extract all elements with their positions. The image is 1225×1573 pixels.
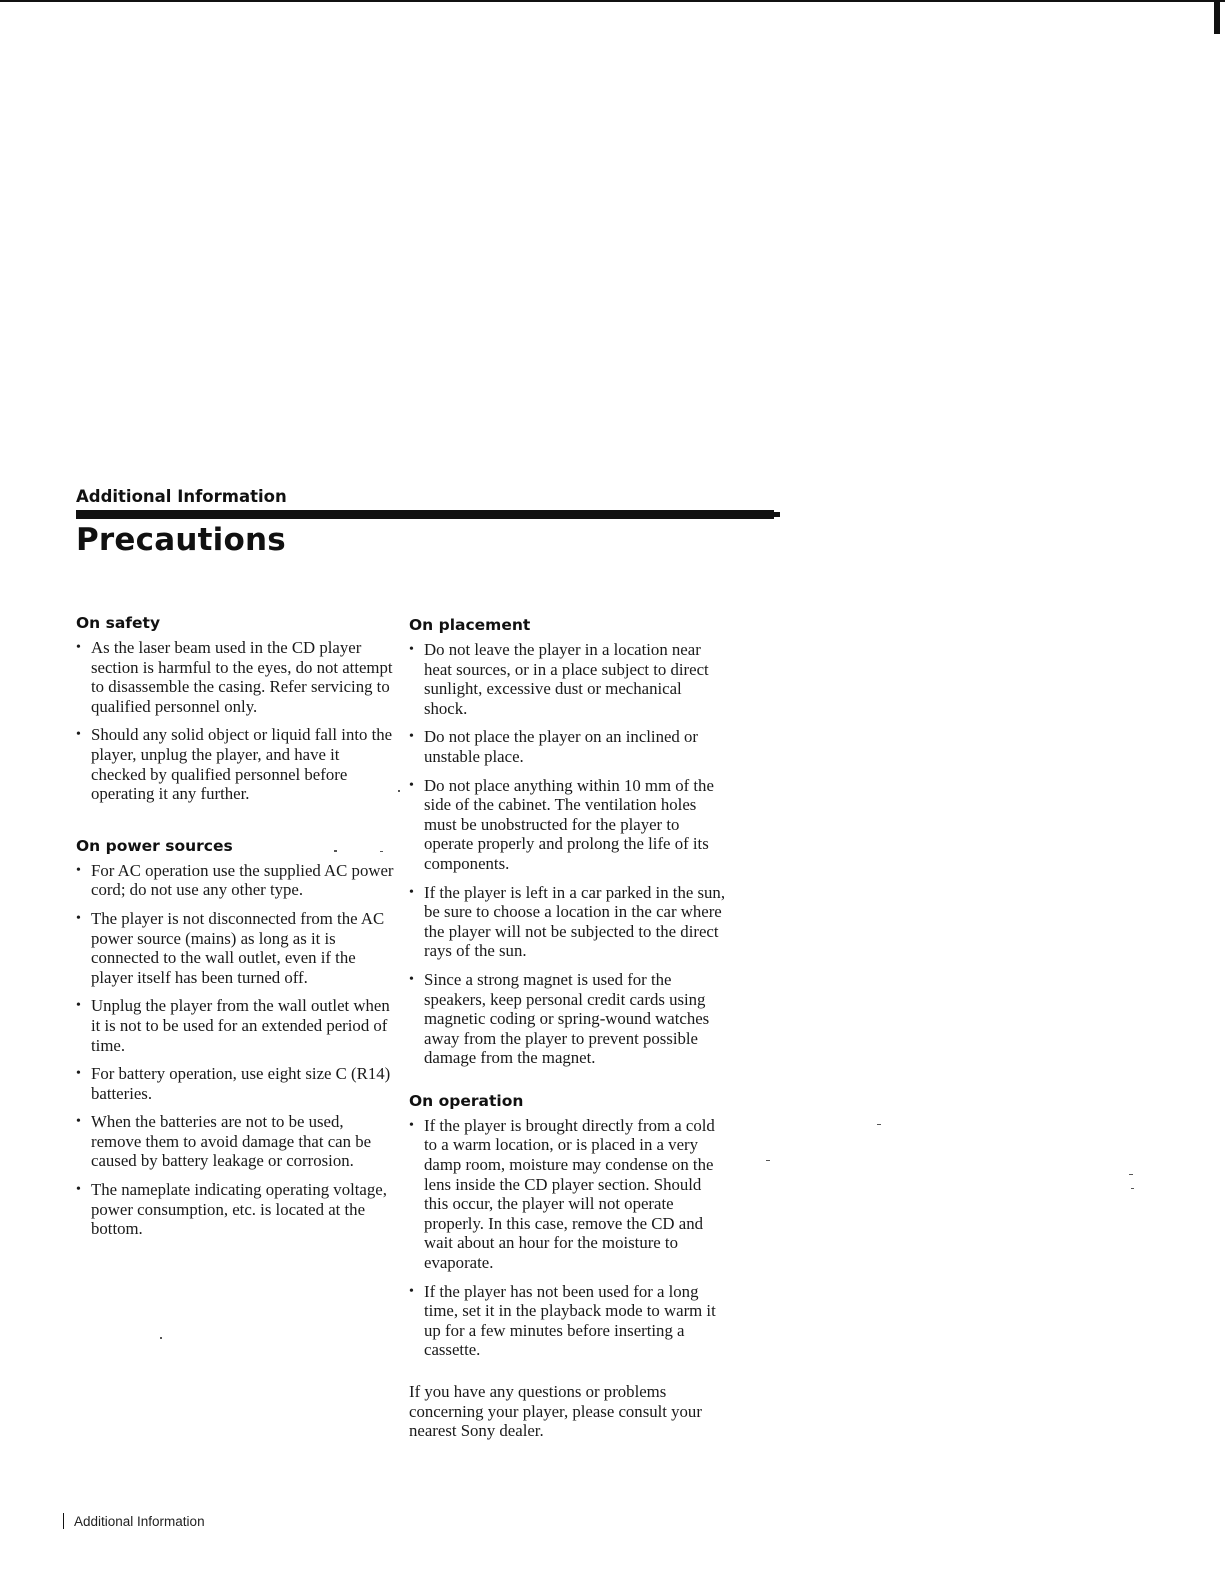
list-item: • Do not leave the player in a location near heat sources, or in a place subject to direct sunlight, excessive dust or mechanical shock. (409, 640, 709, 718)
page-title: Precautions (76, 522, 286, 558)
operation-list (409, 1116, 729, 1360)
bullet-icon: • (76, 862, 81, 878)
bullet-icon: • (409, 1117, 414, 1133)
bullet-icon: • (76, 998, 81, 1014)
list-item: • The player is not disconnected from the AC power source (mains) as long as it is connected to the wall outlet, even if the player itself has been turned off. (76, 908, 385, 987)
power-sources-section (76, 835, 396, 1239)
bullet-icon: • (409, 1283, 414, 1299)
power-sources-list (76, 861, 396, 1239)
bullet-icon: • (76, 1114, 81, 1130)
list-item: • If the player has not been used for a long time, set it in the playback mode to warm it up for a few minutes before inserting a cassette. (409, 1281, 716, 1360)
page-footer (63, 1513, 205, 1529)
header-rule (76, 510, 774, 519)
bullet-icon: • (76, 727, 81, 743)
list-item: • Since a strong magnet is used for the speakers, keep personal credit cards using magnetic coding or spring-wound watches away from the player to prevent possible damage from the magnet. (409, 969, 710, 1068)
scan-speck (766, 1160, 770, 1161)
bullet-icon: • (76, 640, 81, 655)
operation-heading: On operation (409, 1091, 524, 1110)
list-item: • Do not place the player on an inclined or unstable place. (409, 727, 698, 766)
bullet-icon: • (409, 971, 414, 987)
left-column (76, 612, 396, 1261)
list-item: • The nameplate indicating operating voltage, power consumption, etc. is located at the bottom. (76, 1180, 387, 1239)
right-column (409, 614, 729, 1441)
bullet-icon: • (409, 729, 414, 745)
placement-list (409, 640, 729, 1068)
section-label: Additional Information (76, 487, 287, 506)
placement-section (409, 614, 729, 1068)
scan-speck (1129, 1174, 1133, 1175)
scan-speck (380, 851, 383, 852)
bullet-icon: • (76, 1182, 81, 1198)
bullet-icon: • (409, 884, 414, 900)
scan-speck (334, 850, 337, 852)
scan-speck (160, 1337, 162, 1339)
bullet-icon: • (76, 910, 81, 926)
list-item: • For battery operation, use eight size C (R14) batteries. (76, 1064, 391, 1103)
bullet-icon: • (76, 1066, 81, 1082)
closing-note: If you have any questions or problems concerning your player, please consult your nearest Sony dealer. (409, 1382, 702, 1441)
list-item: • If the player is left in a car parked in the sun, be sure to choose a location in the car where the player will not be subjected to the direct rays of the sun. (409, 882, 726, 961)
list-item: • Should any solid object or liquid fall into the player, unplug the player, and have it checked by qualified personnel before operating it any further. (76, 725, 393, 804)
footer-divider (63, 1513, 64, 1529)
scan-speck (398, 790, 400, 792)
list-item: • As the laser beam used in the CD player section is harmful to the eyes, do not attempt to disassemble the casing. Refer servicing to qualified personnel only. (76, 638, 393, 716)
footer-label: Additional Information (74, 1514, 205, 1529)
list-item: • If the player is brought directly from a cold to a warm location, or is placed in a very damp room, moisture may condense on the lens inside the CD player section. Should this occur, the player will not operate properly. In this case, remove the CD and wait about an hour for the moisture to evaporate. (409, 1115, 715, 1273)
list-item: • Unplug the player from the wall outlet when it is not to be used for an extended period of time. (76, 996, 390, 1055)
operation-section (409, 1090, 729, 1360)
power-sources-heading: On power sources (76, 836, 233, 855)
corner-registration-mark (1214, 0, 1220, 34)
placement-heading: On placement (409, 616, 531, 634)
scan-speck (877, 1124, 881, 1125)
safety-list (76, 638, 396, 804)
list-item: • For AC operation use the supplied AC power cord; do not use any other type. (76, 860, 394, 900)
safety-section (76, 612, 396, 804)
list-item: • When the batteries are not to be used, remove them to avoid damage that can be caused by battery leakage or corrosion. (76, 1112, 372, 1171)
top-edge-line (0, 0, 1225, 2)
scan-speck (1131, 1188, 1134, 1189)
bullet-icon: • (409, 777, 414, 793)
safety-heading: On safety (76, 614, 161, 632)
bullet-icon: • (409, 642, 414, 657)
list-item: • Do not place anything within 10 mm of the side of the cabinet. The ventilation holes must be unobstructed for the player to operate properly and prolong the life of its components. (409, 775, 714, 873)
